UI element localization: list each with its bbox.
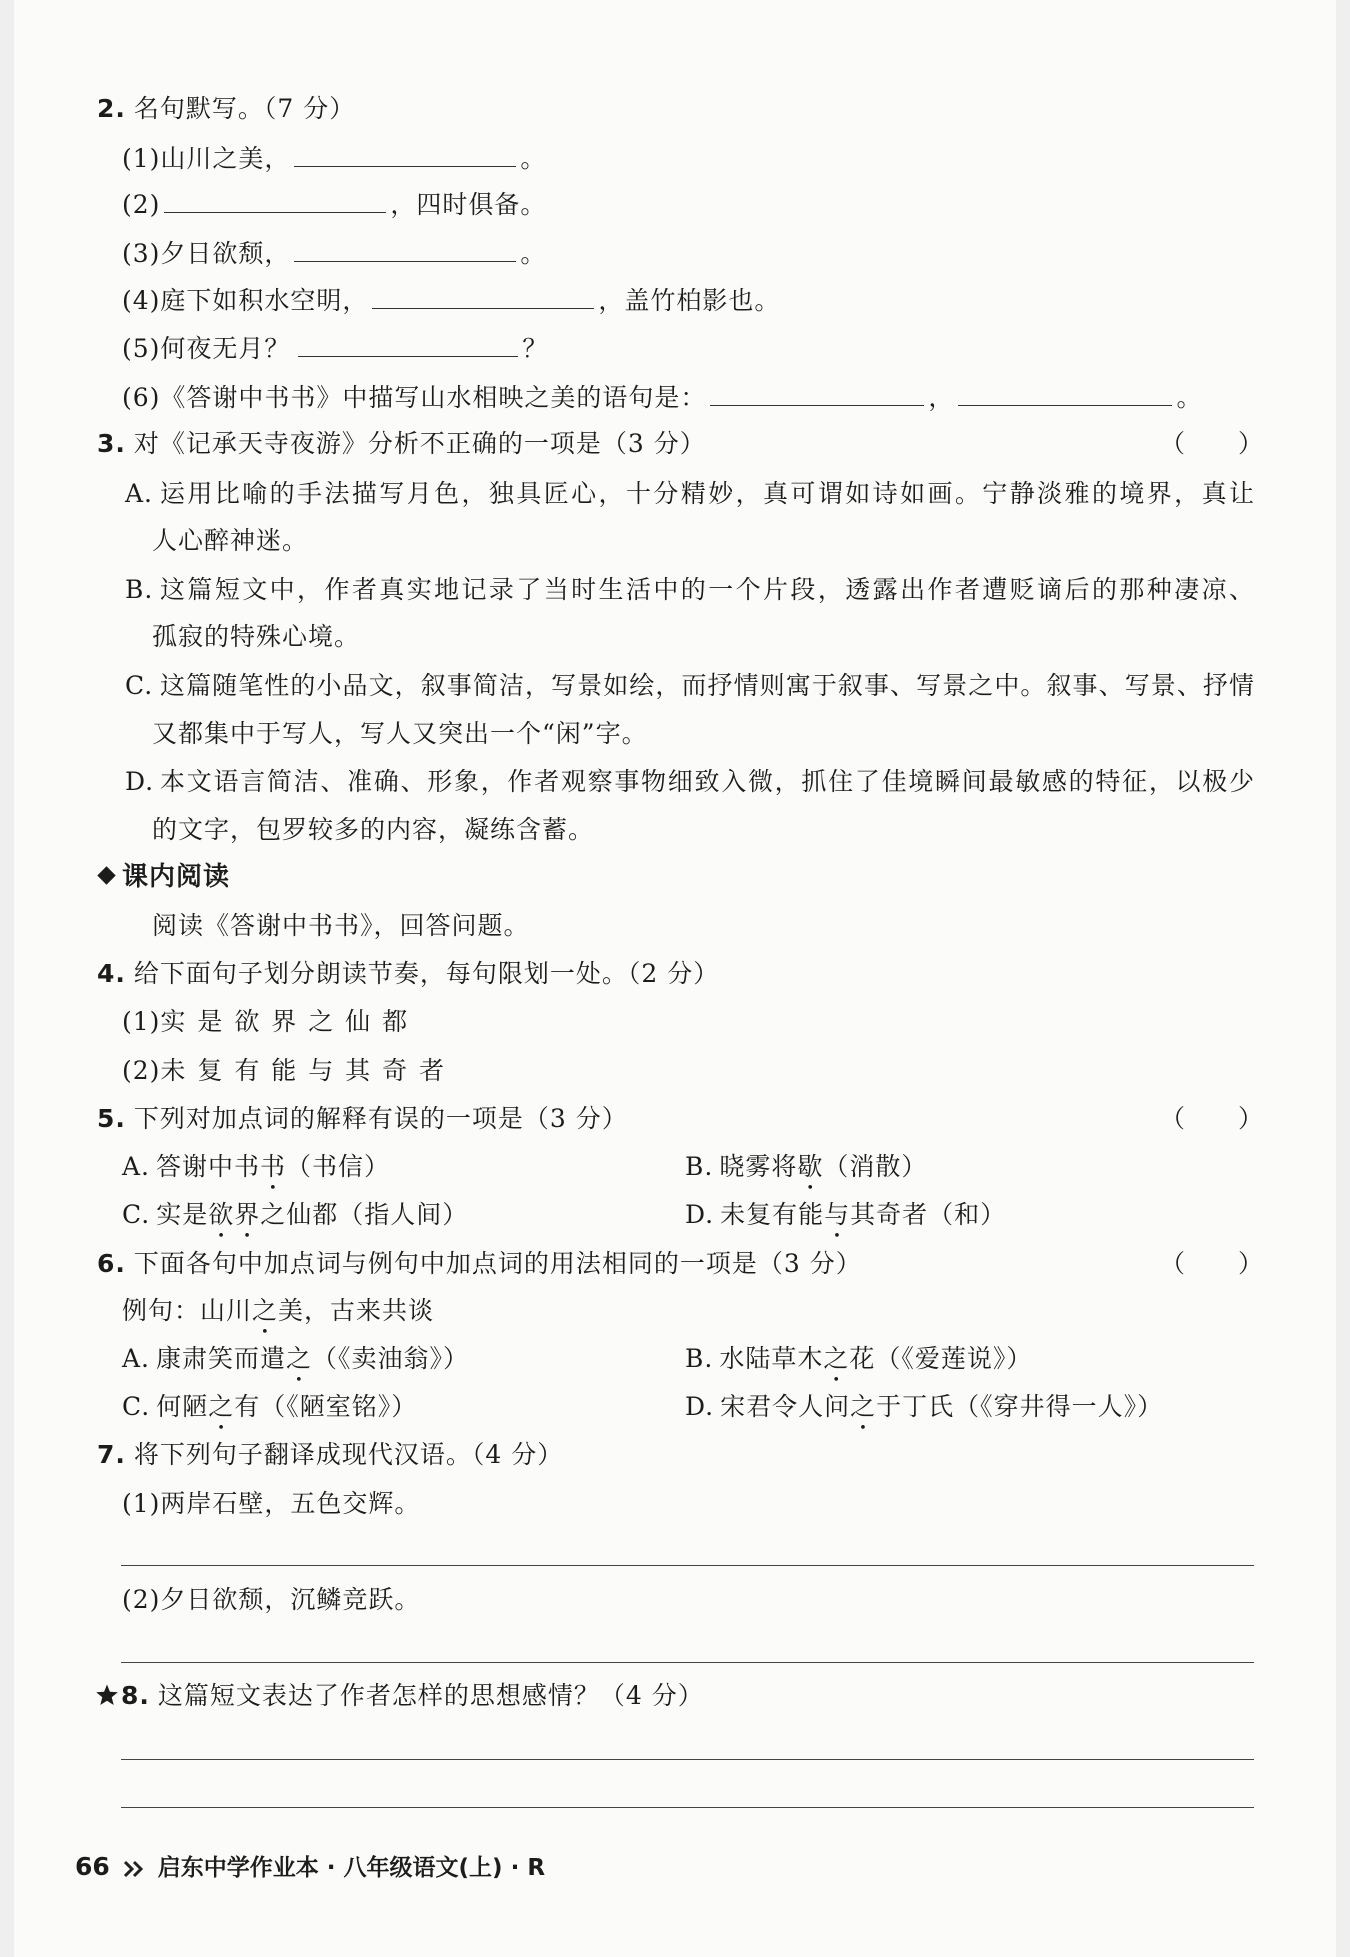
star-icon [95,1683,119,1707]
option-label: A. [125,479,154,508]
q3-option-d-line-1: 本文语言简洁、准确、形象，作者观察事物细致入微，抓住了佳境瞬间最敏感的特征，以极少 [160,767,1254,796]
reading-instruction: 阅读《答谢中书书》，回答问题。 [152,911,530,940]
item-text-end: ？ [522,334,549,363]
question-number: 4. [97,959,126,988]
q4-item-2 [122,1047,445,1095]
option-label: D. [125,767,155,796]
answer-line [121,1807,1254,1808]
q5-option-a [122,1143,390,1191]
fill-blank [710,377,924,406]
q3-option-a-line-1: 运用比喻的手法描写月色，独具匠心，十分精妙，真可谓如诗如画。宁静淡雅的境界，真让 [160,479,1254,508]
q5-option-b [685,1143,927,1191]
fill-blank [958,377,1172,406]
question-number: 7. [97,1440,126,1469]
dotted-word: 之 [286,1344,313,1373]
q6-option-c [122,1383,417,1431]
q5-option-c [122,1191,468,1239]
question-title: 下面各句中加点词与例句中加点词的用法相同的一项是（3 分） [133,1249,862,1278]
answer-line [121,1565,1254,1566]
q5-option-d [685,1191,1006,1239]
option-label: A. [122,1152,151,1181]
dotted-word: 之 [823,1344,850,1373]
item-text-mid: ， [928,383,955,412]
item-text: (3)夕日欲颓， [122,239,291,268]
item-label: (1) [122,1007,161,1036]
answer-bracket: （ ） [1160,1104,1265,1133]
q3-option-b-line-2: 孤寂的特殊心境。 [152,622,361,651]
dotted-word: 之 [208,1392,235,1421]
item-text: (6)《答谢中书书》中描写山水相映之美的语句是： [122,383,707,412]
question-number: 8. [121,1681,150,1710]
section-heading [97,853,230,901]
q2-item-3 [122,230,546,278]
item-text-end: 。 [1176,383,1203,412]
answer-bracket: （ ） [1160,1249,1265,1278]
q7-item-2: (2)夕日欲颓，沉鳞竞跃。 [122,1585,421,1614]
option-text-end: 有（《陋室铭》） [234,1392,418,1421]
q7-item-1: (1)两岸石壁，五色交辉。 [122,1489,421,1518]
q3-option-d-line-2: 的文字，包罗较多的内容，凝练含蓄。 [152,815,595,844]
option-text-end: 花（《爱莲说》） [849,1344,1033,1373]
option-text: 晓雾将 [719,1152,798,1181]
sentence-text: 实 是 欲 界 之 仙 都 [160,1007,409,1036]
example-text: 例句：山川 [122,1296,253,1325]
option-label: D. [685,1392,715,1421]
option-text-end: （消散） [823,1152,928,1181]
q4-heading [97,950,719,998]
dotted-word: 歇 [797,1152,824,1181]
q2-item-6 [122,374,1202,422]
question-title: 对《记承天寺夜游》分析不正确的一项是（3 分） [133,429,706,458]
option-text-end: 于丁氏（《穿井得一人》） [876,1392,1164,1421]
option-label: D. [685,1200,715,1229]
item-text-end: ，盖竹柏影也。 [598,286,781,315]
fill-blank [294,233,516,262]
q2-item-1 [122,135,546,183]
answer-line [121,1759,1254,1760]
fill-blank [298,328,518,357]
question-title: 给下面句子划分朗读节奏，每句限划一处。（2 分） [133,959,720,988]
item-text-end: ，四时俱备。 [390,190,547,219]
option-label: C. [122,1200,151,1229]
q6-heading [97,1240,1267,1288]
item-text: (4)庭下如积水空明， [122,286,369,315]
item-text-end: 。 [520,239,547,268]
fill-blank [294,138,516,167]
q2-item-5 [122,325,548,373]
option-text: 实是 [156,1200,209,1229]
option-text: 康肃笑而遣 [156,1344,287,1373]
option-text: 何陋 [156,1392,209,1421]
dotted-word: 之 [850,1392,877,1421]
option-label: A. [122,1344,151,1373]
dotted-word: 书 [260,1152,287,1181]
page-footer [75,1843,545,1891]
q3-option-c-line-1: 这篇随笔性的小品文，叙事简洁，写景如绘，而抒情则寓于叙事、写景之中。叙事、写景、抒情 [160,671,1254,700]
option-text: 水陆草木 [719,1344,824,1373]
item-label: (2) [122,1056,161,1085]
double-chevron-right-icon [122,1859,146,1879]
q4-item-1 [122,998,408,1046]
q3-option-c-line-2: 又都集中于写人，写人又突出一个“闲”字。 [152,719,648,748]
option-text-end: （书信） [286,1152,391,1181]
q6-option-b [685,1335,1032,1383]
item-text: (5)何夜无月？ [122,334,291,363]
answer-line [121,1662,1254,1663]
item-text: (2) [122,190,161,219]
option-label: B. [685,1344,714,1373]
question-title: 下列对加点词的解释有误的一项是（3 分） [133,1104,628,1133]
item-text: (1)山川之美， [122,144,291,173]
q6-option-d [685,1383,1163,1431]
q3-option-b-line-1: 这篇短文中，作者真实地记录了当时生活中的一个片段，透露出作者遭贬谪后的那种凄凉、 [160,575,1254,604]
question-number: 3. [97,429,126,458]
option-label: B. [685,1152,714,1181]
q2-item-4 [122,277,780,325]
option-text: 未复有能 [720,1200,825,1229]
dotted-word: 与 [824,1200,851,1229]
question-title: 这篇短文表达了作者怎样的思想感情？（4 分） [157,1681,704,1710]
q3-option-a-line-2: 人心醉神迷。 [152,526,309,555]
fill-blank [164,184,386,213]
dotted-word: 之 [252,1296,279,1325]
dotted-word: 欲界 [208,1200,261,1229]
option-label: C. [122,1392,151,1421]
q5-heading [97,1095,1267,1143]
fill-blank [372,280,594,309]
option-text-end: 之仙都（指人间） [260,1200,469,1229]
book-title: 启东中学作业本 · 八年级语文(上) · R [157,1855,546,1881]
question-title: 名句默写。（7 分） [133,94,356,123]
option-label: B. [125,575,154,604]
question-number: 5. [97,1104,126,1133]
question-number: 2. [97,94,126,123]
diamond-icon [97,866,115,884]
q6-option-a [122,1335,469,1383]
q6-example [122,1287,434,1335]
q8-heading [95,1672,704,1720]
sentence-text: 未 复 有 能 与 其 奇 者 [160,1056,446,1085]
q2-item-2 [122,181,546,229]
q7-heading [97,1431,563,1479]
item-text-end: 。 [520,144,547,173]
section-title: 课内阅读 [122,862,231,892]
question-number: 6. [97,1249,126,1278]
page-number: 66 [75,1852,110,1881]
option-text: 宋君令人问 [720,1392,851,1421]
option-text-end: 其奇者（和） [850,1200,1007,1229]
option-text: 答谢中书 [156,1152,261,1181]
q2-heading [97,85,355,133]
q3-heading [97,420,1267,468]
option-text-end: （《卖油翁》） [312,1344,470,1373]
example-text-end: 美，古来共谈 [278,1296,435,1325]
option-label: C. [125,671,154,700]
question-title: 将下列句子翻译成现代汉语。（4 分） [133,1440,564,1469]
answer-bracket: （ ） [1160,429,1265,458]
